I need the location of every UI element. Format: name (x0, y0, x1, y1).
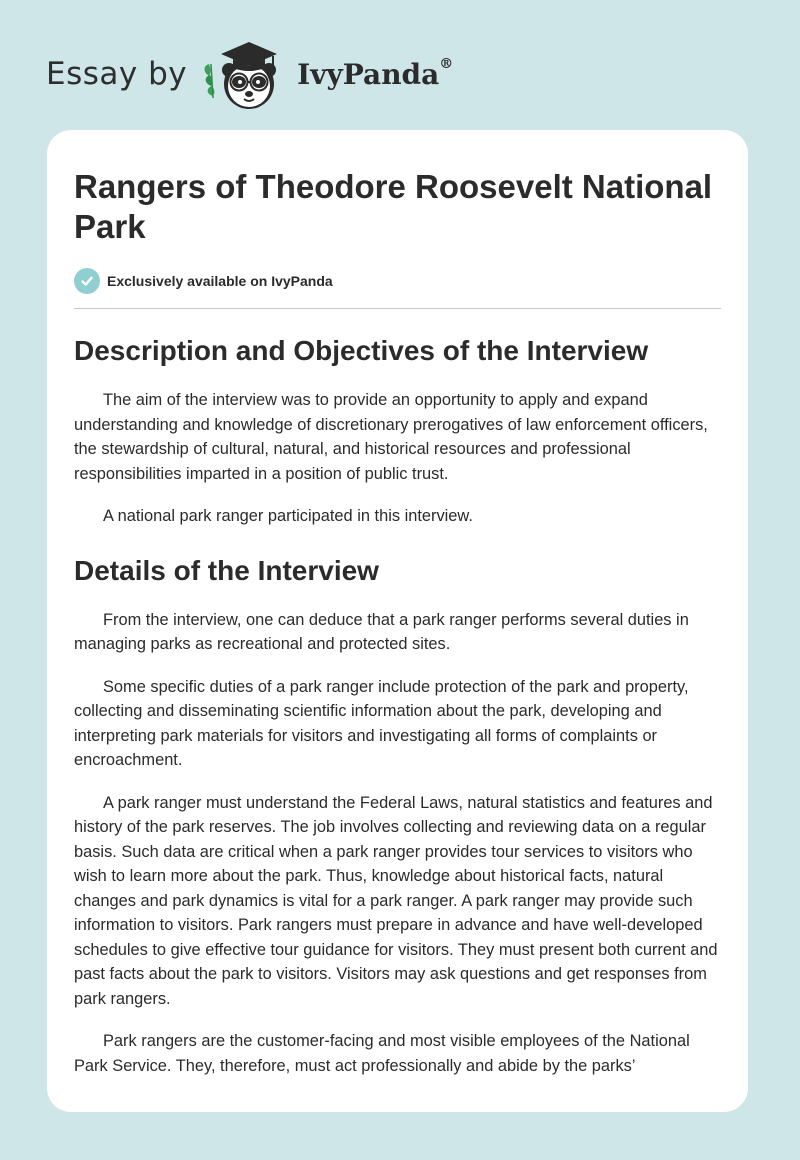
exclusive-label: Exclusively available on IvyPanda (107, 273, 333, 289)
exclusive-badge (74, 267, 721, 295)
paragraph: Some specific duties of a park ranger include protection of the park and property, collecting and disseminating scientific information about the park, developing and interpreting park materials for visitors and investigating all forms of complaints or encroachment. (74, 677, 689, 769)
brand-prefix: Essay by (46, 56, 188, 92)
section-details (74, 554, 721, 1079)
paragraph: From the interview, one can deduce that a park ranger performs several duties in managing parks as recreational and protected sites. (74, 610, 689, 653)
paragraph: Park rangers are the customer-facing and most visible employees of the National Park Service. They, therefore, must act professionally and abide by the parks’ (74, 1032, 690, 1075)
article-card (47, 130, 748, 1112)
brand-name: IvyPanda® (297, 55, 454, 91)
section-heading: Details of the Interview (74, 554, 379, 586)
check-icon (74, 268, 100, 294)
section-description (74, 334, 721, 529)
registered-mark: ® (439, 55, 454, 72)
section-heading: Description and Objectives of the Interview (74, 335, 649, 366)
divider (74, 308, 721, 309)
paragraph: A national park ranger participated in this interview. (103, 507, 473, 525)
article-title: Rangers of Theodore Roosevelt National Park (74, 168, 713, 245)
brand-header[interactable] (46, 36, 453, 112)
paragraph: The aim of the interview was to provide an opportunity to apply and expand understanding and knowledge of discretionary prerogatives of law enforcement officers, the stewardship of cultural, natural, and historical resources and professional responsibilities imparted in a position of public trust. (74, 391, 708, 483)
panda-logo-icon (201, 36, 293, 112)
paragraph: A park ranger must understand the Federal Laws, natural statistics and features and history of the park reserves. The job involves collecting and reviewing data on a regular basis. Such data are critical when a park ranger provides tour services to visitors who wish to learn more about the park. Thus, knowledge about historical facts, natural changes and park dynamics is vital for a park ranger. A park ranger may provide such information to visitors. Park rangers must prepare in advance and have well-developed schedules to give effective tour guidance for visitors. They must present both current and past facts about the park to visitors. Visitors may ask questions and get responses from park rangers. (74, 793, 718, 1008)
